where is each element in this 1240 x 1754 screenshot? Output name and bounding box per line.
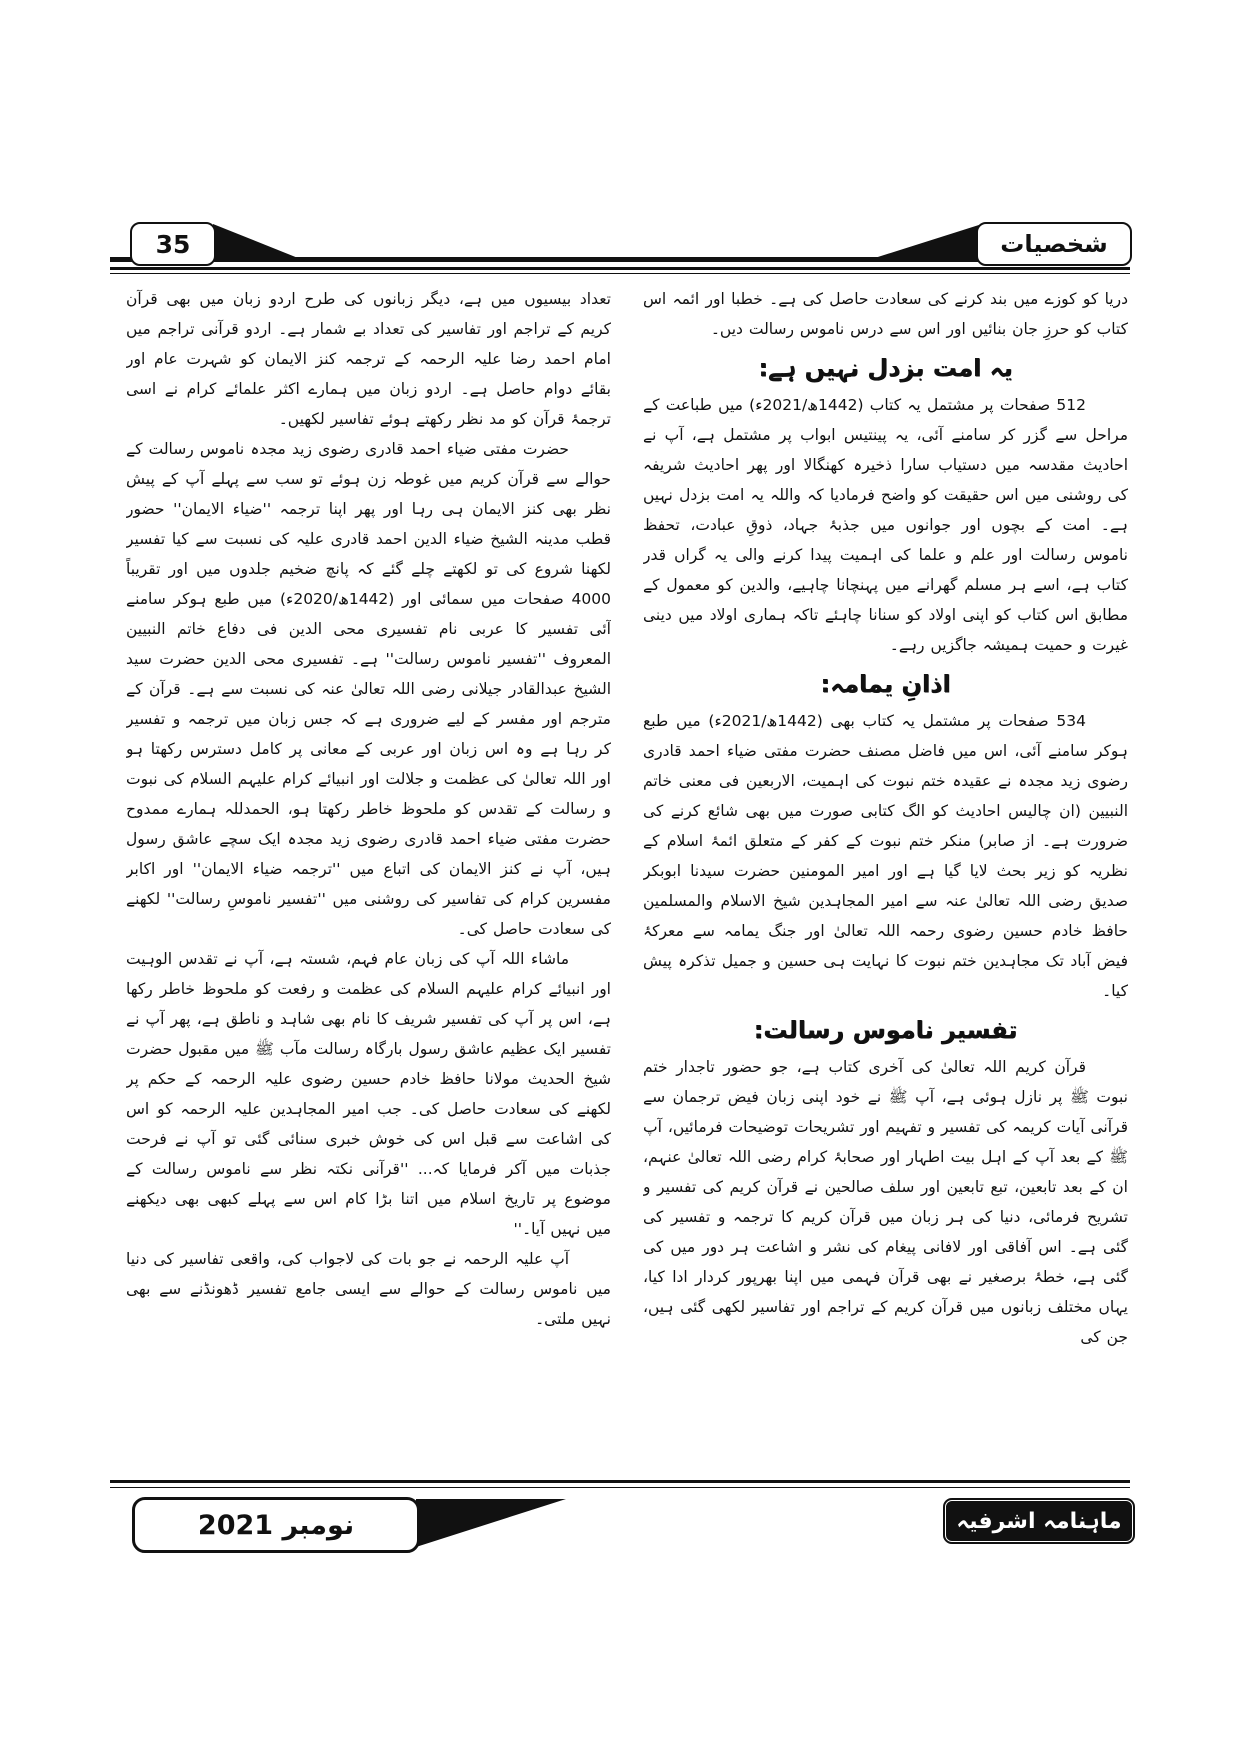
article-paragraph: حضرت مفتی ضیاء احمد قادری رضوی زید مجدہ ناموس رسالت کے حوالے سے قرآن کریم میں غوطہ زن ہوئے تو سب سے پہلے آپ کے پیش نظر بھی کنز الایمان ہی رہا اور پھر اپنا ترجمہ ''ضیاء الایمان'' حضور قطب مدینہ الشیخ ضیاء الدین احمد قادری علیہ کی نسبت سے کیا تفسیر لکھنا شروع کی تو لکھتے چلے گئے کہ پانچ ضخیم جلدوں میں اور تقریباً 4000 صفحات میں سمائی اور (1442ھ/2020ء) میں طبع ہوکر سامنے آئی تفسیر کا عربی نام تفسیری محی الدین فی دفاع خاتم النبیین المعروف ''تفسیر ناموس رسالت'' ہے۔ تفسیری محی الدین حضرت سید الشیخ عبدالقادر جیلانی رضی اللہ تعالیٰ عنہ کی نسبت سے ہے۔ قرآن کے مترجم اور مفسر کے لیے ضروری ہے کہ جس زبان میں ترجمہ و تفسیر کر رہا ہے وہ اس زبان اور عربی کے معانی پر کامل دسترس رکھتا ہو اور اللہ تعالیٰ کی عظمت و جلالت اور انبیائے کرام علیہم السلام کی نبوت و رسالت کے تقدس کو ملحوظ خاطر رکھتا ہو، الحمدللہ ہمارے ممدوح حضرت مفتی ضیاء احمد قادری رضوی زید مجدہ ایک سچے عاشق رسول ہیں، آپ نے کنز الایمان کی اتباع میں ''ترجمہ ضیاء الایمان'' اور اکابر مفسرین کرام کی تفاسیر کی روشنی میں ''تفسیر ناموسِ رسالت'' لکھنے کی سعادت حاصل کی۔: [126, 440, 611, 938]
footer-magazine-name-box: [943, 1498, 1135, 1544]
column-right: [643, 284, 1128, 1476]
article-body: [126, 284, 1128, 1476]
article-paragraph: قرآن کریم اللہ تعالیٰ کی آخری کتاب ہے، جو حضور تاجدار ختم نبوت ﷺ پر نازل ہوئی ہے، آپ ﷺ نے خود اپنی زبان فیض ترجمان سے قرآنی آیات کریمہ کی تفسیر و تفہیم اور تشریحات توضیحات فرمائیں، آپ ﷺ کے بعد آپ کے اہل بیت اطہار اور صحابۂ کرام رضی اللہ تعالیٰ عنہم، ان کے بعد تابعین، تبع تابعین اور سلف صالحین نے قرآن کریم کی تفسیر و تشریح فرمائی، دنیا کی ہر زبان میں قرآن کریم کا ترجمہ و تفسیر کی گئی ہے۔ اس آفاقی اور لافانی پیغام کی نشر و اشاعت ہر دور میں کی گئی ہے، خطۂ برصغیر نے بھی قرآن فہمی میں اپنا بھرپور کردار ادا کیا، یہاں مختلف زبانوں میں قرآن کریم کے تراجم اور تفاسیر لکھی گئی ہیں، جن کی: [643, 1058, 1128, 1346]
article-paragraph: دریا کو کوزے میں بند کرنے کی سعادت حاصل کی ہے۔ خطبا اور ائمہ اس کتاب کو حرزِ جان بنائیں اور اس سے درس ناموس رسالت دیں۔: [643, 290, 1128, 338]
section-heading: اذانِ یمامہ:: [820, 670, 951, 698]
column-left: [126, 284, 611, 1476]
footer-date-box: [132, 1497, 420, 1553]
footer-rule-line-1: [110, 1480, 1130, 1483]
page-number-box: [130, 222, 216, 266]
footer-date: نومبر 2021: [197, 1509, 355, 1541]
header-rule-line-1: [110, 267, 1130, 270]
section-heading: تفسیر ناموس رسالت:: [753, 1016, 1018, 1044]
page-number: 35: [155, 229, 191, 259]
article-paragraph: آپ علیہ الرحمہ نے جو بات کی لاجواب کی، واقعی تفاسیر کی دنیا میں ناموس رسالت کے حوالے سے ایسی جامع تفسیر ڈھونڈنے سے بھی نہیں ملتی۔: [126, 1250, 611, 1328]
article-paragraph: ماشاء اللہ آپ کی زبان عام فہم، شستہ ہے، آپ نے تقدس الوہیت اور انبیائے کرام علیہم السلام کی عظمت و رفعت کو ملحوظ خاطر رکھا ہے، اس پر آپ کی تفسیر شریف کا نام بھی شاہد و ناطق ہے، پھر آپ نے تفسیر ایک عظیم عاشق رسول بارگاہ رسالت مآب ﷺ میں مقبول حضرت شیخ الحدیث مولانا حافظ خادم حسین رضوی علیہ الرحمہ کے حکم پر لکھنے کی سعادت حاصل کی۔ جب امیر المجاہدین علیہ الرحمہ کو اس کی اشاعت سے قبل اس کی خوش خبری سنائی گئی تو آپ نے فرحت جذبات میں آکر فرمایا کہ... ''قرآنی نکتہ نظر سے ناموس رسالت کے موضوع پر تاریخ اسلام میں اتنا بڑا کام اس سے پہلے کبھی بھی دیکھنے میں نہیں آیا۔'': [126, 950, 611, 1238]
article-paragraph: 512 صفحات پر مشتمل یہ کتاب (1442ھ/2021ء) میں طباعت کے مراحل سے گزر کر سامنے آئی، یہ پینتیس ابواب پر مشتمل ہے، آپ نے احادیث مقدسہ میں دستیاب سارا ذخیرہ کھنگالا اور پھر احادیث شریفہ کی روشنی میں اس حقیقت کو واضح فرمادیا کہ واللہ یہ امت بزدل نہیں ہے۔ امت کے بچوں اور جوانوں میں جذبۂ جہاد، ذوقِ عبادت، تحفظ ناموس رسالت اور علم و علما کی اہمیت پیدا کرنے والی یہ گراں قدر کتاب ہے، اسے ہر مسلم گھرانے میں پہنچانا چاہیے، والدین کو معمول کے مطابق اس کتاب کو اپنی اولاد کو سنانا چاہئے تاکہ ہماری اولاد میں دینی غیرت و حمیت ہمیشہ جاگزیں رہے۔: [643, 396, 1128, 654]
footer-triangle-decoration: [416, 1499, 566, 1547]
header-rule-line-2: [110, 273, 1130, 274]
section-title-box: [976, 222, 1132, 266]
section-title: شخصيات: [1000, 230, 1108, 258]
section-heading: یہ امت بزدل نہیں ہے:: [758, 354, 1013, 382]
footer-rule-line-2: [110, 1487, 1130, 1488]
article-paragraph: 534 صفحات پر مشتمل یہ کتاب بھی (1442ھ/2021ء) میں طبع ہوکر سامنے آئی، اس میں فاضل مصنف حضرت مفتی ضیاء احمد قادری رضوی زید مجدہ نے عقیدہ ختم نبوت کی اہمیت، الاربعین فی معنی خاتم النبیین (ان چالیس احادیث کو الگ کتابی صورت میں بھی شائع کرنے کی ضرورت ہے۔ از صابر) منکر ختم نبوت کے کفر کے متعلق ائمۂ اسلام کے نظریہ کو زیر بحث لایا گیا ہے اور امیر المومنین حضرت سیدنا ابوبکر صدیق رضی اللہ تعالیٰ عنہ سے امیر المجاہدین شیخ الاسلام والمسلمین حافظ خادم حسین رضوی رحمہ اللہ تعالیٰ اور جنگ یمامہ سے معرکۂ فیض آباد تک مجاہدین ختم نبوت کا نہایت ہی حسین و جمیل تذکرہ پیش کیا۔: [643, 712, 1128, 1000]
article-paragraph: تعداد بیسیوں میں ہے، دیگر زبانوں کی طرح اردو زبان میں بھی قرآن کریم کے تراجم اور تفاسیر کی تعداد بے شمار ہے۔ اردو قرآنی تراجم میں امام احمد رضا علیہ الرحمہ کے ترجمہ کنز الایمان کو شہرت عام اور بقائے دوام حاصل ہے۔ اردو زبان میں ہمارے اکثر علمائے کرام نے اسی ترجمۂ قرآن کو مد نظر رکھتے ہوئے تفاسیر لکھیں۔: [126, 290, 611, 428]
footer-magazine-name: ماہنامہ اشرفیہ: [956, 1508, 1122, 1534]
